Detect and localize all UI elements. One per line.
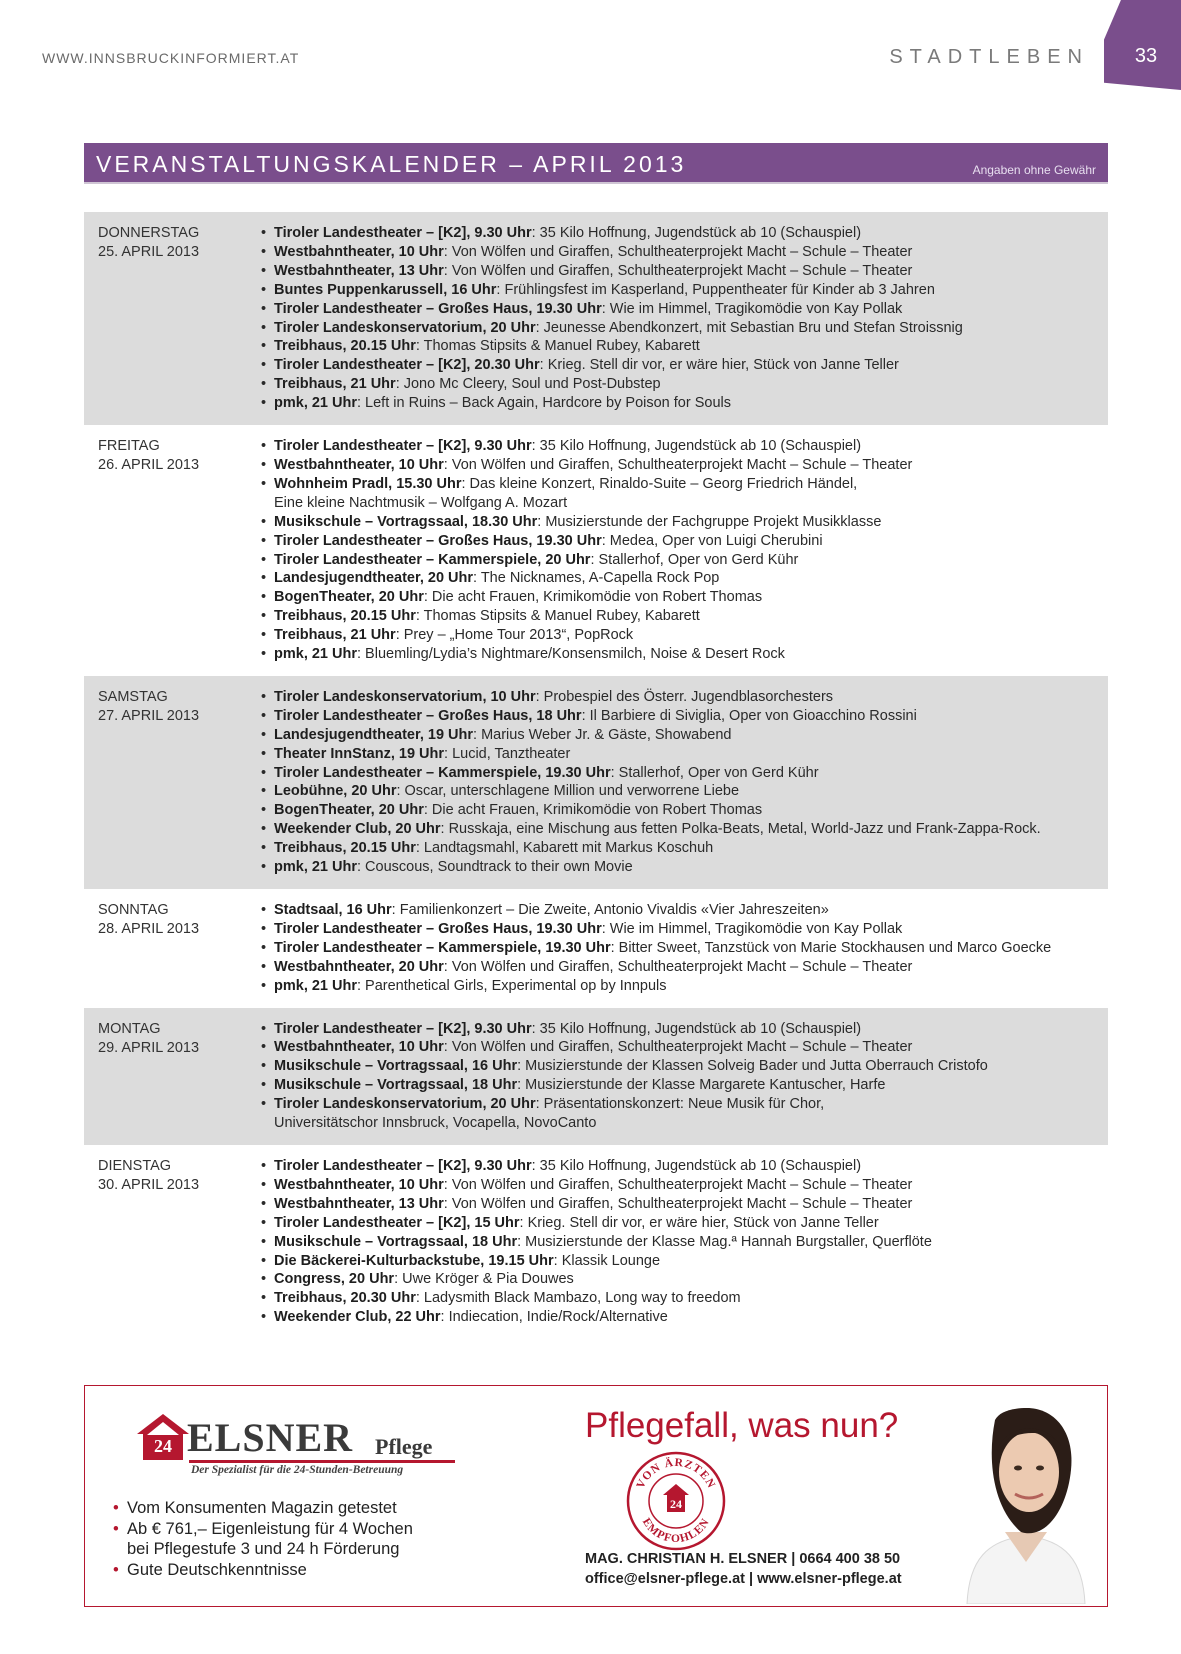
disclaimer-note: Angaben ohne Gewähr [972, 163, 1096, 177]
event-venue-time: Tiroler Landeskonservatorium, 20 Uhr [274, 319, 536, 336]
event-venue-time: Weekender Club, 20 Uhr [274, 821, 441, 838]
event-description: : Musizierstunde der Klasse Margarete Kantuscher, Harfe [517, 1077, 886, 1094]
logo-number: 24 [154, 1436, 172, 1456]
event-venue-time: Musikschule – Vortragssaal, 16 Uhr [274, 1058, 518, 1075]
event-item [261, 456, 1096, 475]
day-weekday: DIENSTAG [98, 1157, 172, 1174]
event-description: : Wie im Himmel, Tragikomödie von Kay Pollak [601, 920, 903, 937]
calendar-day-montag [84, 1008, 1108, 1145]
event-item [261, 1252, 1096, 1271]
event-venue-time: Tiroler Landeskonservatorium, 20 Uhr [274, 1096, 536, 1113]
event-venue-time: Musikschule – Vortragssaal, 18 Uhr [274, 1233, 518, 1250]
event-description: : Left in Ruins – Back Again, Hardcore by Poison for Souls [357, 395, 731, 412]
event-description: : Die acht Frauen, Krimikomödie von Robert Thomas [423, 802, 763, 819]
event-venue-time: Buntes Puppenkarussell, 16 Uhr [274, 281, 497, 298]
event-venue-time: Tiroler Landestheater – [K2], 9.30 Uhr [274, 438, 532, 455]
day-label [98, 688, 261, 877]
ad-bullet-list [113, 1498, 413, 1580]
day-date: 30. APRIL 2013 [98, 1176, 200, 1193]
event-venue-time: Tiroler Landestheater – Kammerspiele, 19.30 Uhr [274, 764, 611, 781]
logo-underline [189, 1460, 455, 1463]
event-venue-time: Tiroler Landestheater – [K2], 9.30 Uhr [274, 225, 532, 241]
event-description: : Thomas Stipsits & Manuel Rubey, Kabarett [415, 608, 700, 625]
event-venue-time: Tiroler Landestheater – [K2], 9.30 Uhr [274, 1157, 532, 1174]
event-venue-time: Weekender Club, 22 Uhr [274, 1309, 441, 1326]
day-date: 28. APRIL 2013 [98, 921, 200, 937]
event-description: : Jono Mc Cleery, Soul und Post-Dubstep [395, 376, 661, 393]
ad-headline: Pflegefall, was nun? [585, 1406, 899, 1445]
logo-tagline: Der Spezialist für die 24-Stunden-Betreuung [191, 1464, 404, 1476]
ad-bullet-text: Gute Deutschkenntnisse [127, 1560, 307, 1579]
event-item [261, 475, 1096, 513]
day-weekday: DONNERSTAG [98, 225, 200, 241]
event-item [261, 224, 1096, 243]
calendar-day-samstag [84, 676, 1108, 889]
event-item [261, 801, 1096, 820]
event-venue-time: Leobühne, 20 Uhr [274, 783, 397, 800]
doctor-recommended-seal-icon [625, 1450, 727, 1552]
day-date: 26. APRIL 2013 [98, 457, 200, 474]
event-description: : 35 Kilo Hoffnung, Jugendstück ab 10 (Schauspiel) [531, 1020, 862, 1037]
event-venue-time: Westbahntheater, 13 Uhr [274, 262, 444, 279]
event-item [261, 901, 1096, 920]
event-description-continued: Eine kleine Nachtmusik – Wolfgang A. Mozart [274, 494, 568, 511]
event-item [261, 707, 1096, 726]
elsner-logo [135, 1408, 455, 1478]
event-description: : Wie im Himmel, Tragikomödie von Kay Pollak [601, 300, 903, 317]
event-item [261, 626, 1096, 645]
event-item [261, 939, 1096, 958]
event-venue-time: Westbahntheater, 10 Uhr [274, 1176, 444, 1193]
event-venue-time: Treibhaus, 21 Uhr [274, 627, 396, 644]
event-venue-time: pmk, 21 Uhr [274, 977, 357, 994]
calendar-day-dienstag [84, 1145, 1108, 1339]
event-venue-time: Tiroler Landestheater – Großes Haus, 19.30 Uhr [274, 920, 602, 937]
event-list [261, 437, 1096, 664]
event-description: : Oscar, unterschlagene Million und verworrene Liebe [396, 783, 740, 800]
event-venue-time: Westbahntheater, 10 Uhr [274, 456, 444, 473]
event-description: : Klassik Lounge [553, 1252, 661, 1269]
event-description: : 35 Kilo Hoffnung, Jugendstück ab 10 (Schauspiel) [531, 225, 862, 241]
ad-bullet-item [113, 1560, 413, 1581]
event-venue-time: pmk, 21 Uhr [274, 395, 357, 412]
ad-bullet-item [113, 1498, 413, 1519]
event-description: : Das kleine Konzert, Rinaldo-Suite – Georg Friedrich Händel, [461, 475, 858, 492]
event-description: : Couscous, Soundtrack to their own Movie [357, 859, 633, 876]
event-description: : Medea, Oper von Luigi Cherubini [601, 532, 823, 549]
event-description: : Il Barbiere di Siviglia, Oper von Gioacchino Rossini [581, 707, 917, 724]
event-description: : Jeunesse Abendkonzert, mit Sebastian Bru und Stefan Stroissnig [535, 319, 963, 336]
event-calendar [84, 212, 1108, 1339]
event-description: : Parenthetical Girls, Experimental op by Innpuls [357, 977, 667, 994]
event-description: : Von Wölfen und Giraffen, Schultheaterprojekt Macht – Schule – Theater [443, 958, 913, 975]
day-weekday: FREITAG [98, 438, 160, 455]
event-item [261, 1233, 1096, 1252]
event-item [261, 607, 1096, 626]
event-item [261, 764, 1096, 783]
event-venue-time: Tiroler Landestheater – [K2], 15 Uhr [274, 1214, 520, 1231]
event-description: : Von Wölfen und Giraffen, Schultheaterprojekt Macht – Schule – Theater [443, 1195, 913, 1212]
contact-name-phone[interactable]: MAG. CHRISTIAN H. ELSNER | 0664 400 38 50 [585, 1551, 901, 1567]
event-item [261, 1176, 1096, 1195]
day-label [98, 1157, 261, 1327]
event-venue-time: Landesjugendtheater, 19 Uhr [274, 726, 474, 743]
event-description: : Präsentationskonzert: Neue Musik für Chor, [535, 1096, 825, 1113]
event-item [261, 437, 1096, 456]
event-description: : Musizierstunde der Fachgruppe Projekt Musikklasse [537, 513, 882, 530]
event-venue-time: Theater InnStanz, 19 Uhr [274, 745, 445, 762]
logo-name: ELSNER [187, 1415, 354, 1460]
event-item [261, 820, 1096, 839]
event-venue-time: Westbahntheater, 10 Uhr [274, 243, 444, 260]
day-label [98, 437, 261, 664]
day-date: 27. APRIL 2013 [98, 707, 200, 724]
event-venue-time: Tiroler Landeskonservatorium, 10 Uhr [274, 688, 536, 705]
event-item [261, 745, 1096, 764]
event-venue-time: Tiroler Landestheater – [K2], 20.30 Uhr [274, 357, 540, 374]
event-venue-time: Tiroler Landestheater – Kammerspiele, 19.30 Uhr [274, 939, 611, 956]
calendar-day-donnerstag [84, 212, 1108, 425]
day-label [98, 1020, 261, 1133]
nurse-photo [947, 1390, 1105, 1604]
event-description: : Lucid, Tanztheater [444, 745, 571, 762]
event-item [261, 1076, 1096, 1095]
event-venue-time: Tiroler Landestheater – [K2], 9.30 Uhr [274, 1020, 532, 1037]
ad-bullet-text-continued: bei Pflegestufe 3 und 24 h Förderung [127, 1540, 400, 1558]
event-item [261, 513, 1096, 532]
event-description: : Frühlingsfest im Kasperland, Puppentheater für Kinder ab 3 Jahren [496, 281, 935, 298]
calendar-day-freitag [84, 425, 1108, 676]
event-venue-time: Westbahntheater, 13 Uhr [274, 1195, 444, 1212]
event-venue-time: Stadtsaal, 16 Uhr [274, 902, 392, 918]
event-item [261, 1308, 1096, 1327]
day-weekday: SAMSTAG [98, 688, 168, 705]
seal-top-text: VON ÄRZTEN [634, 1456, 718, 1491]
event-venue-time: BogenTheater, 20 Uhr [274, 802, 424, 819]
event-venue-time: pmk, 21 Uhr [274, 859, 357, 876]
event-item [261, 588, 1096, 607]
event-item [261, 1057, 1096, 1076]
event-item [261, 375, 1096, 394]
event-description: : Probespiel des Österr. Jugendblasorchesters [535, 688, 834, 705]
event-item [261, 394, 1096, 413]
event-venue-time: Tiroler Landestheater – Großes Haus, 18 Uhr [274, 707, 582, 724]
event-item [261, 958, 1096, 977]
event-description: : Uwe Kröger & Pia Douwes [394, 1271, 574, 1288]
event-item [261, 300, 1096, 319]
day-date: 25. APRIL 2013 [98, 244, 200, 260]
event-venue-time: Musikschule – Vortragssaal, 18 Uhr [274, 1077, 518, 1094]
event-list [261, 901, 1096, 996]
event-item [261, 569, 1096, 588]
event-item [261, 319, 1096, 338]
ad-bullet-text: Ab € 761,– Eigenleistung für 4 Wochen [127, 1519, 413, 1538]
event-item [261, 1214, 1096, 1233]
event-description: : Landtagsmahl, Kabarett mit Markus Koschuh [415, 840, 714, 857]
event-description: : Indiecation, Indie/Rock/Alternative [440, 1309, 668, 1326]
event-description: : Bluemling/Lydia’s Nightmare/Konsensmilch, Noise & Desert Rock [357, 646, 785, 663]
calendar-title-bar [84, 143, 1108, 184]
event-venue-time: Treibhaus, 21 Uhr [274, 376, 396, 393]
site-url[interactable]: WWW.INNSBRUCKINFORMIERT.AT [42, 50, 300, 66]
event-item [261, 356, 1096, 375]
event-item [261, 1020, 1096, 1039]
day-label [98, 224, 261, 413]
event-description: : Thomas Stipsits & Manuel Rubey, Kabarett [415, 338, 700, 355]
event-item [261, 726, 1096, 745]
event-description: : Prey – „Home Tour 2013“, PopRock [395, 627, 634, 644]
event-item [261, 243, 1096, 262]
event-item [261, 262, 1096, 281]
event-venue-time: Treibhaus, 20.30 Uhr [274, 1290, 416, 1307]
event-list [261, 224, 1096, 413]
event-item [261, 1095, 1096, 1133]
seal-bottom-text: EMPFOHLEN [639, 1516, 713, 1546]
page-number: 33 [1134, 45, 1158, 67]
event-description-continued: Universitätschor Innsbruck, Vocapella, NovoCanto [274, 1115, 597, 1132]
event-item [261, 920, 1096, 939]
event-item [261, 1195, 1096, 1214]
event-venue-time: Westbahntheater, 20 Uhr [274, 958, 444, 975]
event-item [261, 281, 1096, 300]
event-description: : The Nicknames, A-Capella Rock Pop [473, 570, 720, 587]
event-item [261, 1157, 1096, 1176]
event-description: : Musizierstunde der Klasse Mag.ª Hannah Burgstaller, Querflöte [517, 1233, 932, 1250]
ad-bullet-text: Vom Konsumenten Magazin getestet [127, 1499, 397, 1517]
day-weekday: MONTAG [98, 1020, 161, 1037]
event-item [261, 1038, 1096, 1057]
event-venue-time: Treibhaus, 20.15 Uhr [274, 608, 416, 625]
event-item [261, 782, 1096, 801]
event-description: : Familienkonzert – Die Zweite, Antonio Vivaldis «Vier Jahreszeiten» [391, 902, 829, 918]
event-venue-time: Westbahntheater, 10 Uhr [274, 1039, 444, 1056]
event-venue-time: Landesjugendtheater, 20 Uhr [274, 570, 474, 587]
event-item [261, 337, 1096, 356]
event-venue-time: Treibhaus, 20.15 Uhr [274, 338, 416, 355]
event-venue-time: BogenTheater, 20 Uhr [274, 589, 424, 606]
event-list [261, 1020, 1096, 1133]
event-description: : Die acht Frauen, Krimikomödie von Robert Thomas [423, 589, 763, 606]
event-item [261, 532, 1096, 551]
event-description: : Von Wölfen und Giraffen, Schultheaterprojekt Macht – Schule – Theater [443, 456, 913, 473]
event-venue-time: Die Bäckerei-Kulturbackstube, 19.15 Uhr [274, 1252, 554, 1269]
event-description: : 35 Kilo Hoffnung, Jugendstück ab 10 (Schauspiel) [531, 1157, 862, 1174]
day-date: 29. APRIL 2013 [98, 1039, 200, 1056]
event-venue-time: Tiroler Landestheater – Großes Haus, 19.30 Uhr [274, 300, 602, 317]
event-description: : Ladysmith Black Mambazo, Long way to freedom [415, 1290, 741, 1307]
calendar-day-sonntag [84, 889, 1108, 1008]
event-description: : Marius Weber Jr. & Gäste, Showabend [473, 726, 732, 743]
event-description: : Bitter Sweet, Tanzstück von Marie Stockhausen und Marco Goecke [610, 939, 1052, 956]
event-venue-time: Musikschule – Vortragssaal, 18.30 Uhr [274, 513, 538, 530]
event-venue-time: pmk, 21 Uhr [274, 646, 357, 663]
event-description: : Von Wölfen und Giraffen, Schultheaterprojekt Macht – Schule – Theater [443, 262, 913, 279]
event-item [261, 1289, 1096, 1308]
contact-email-web[interactable]: office@elsner-pflege.at | www.elsner-pflege.at [585, 1571, 902, 1587]
event-description: : Von Wölfen und Giraffen, Schultheaterprojekt Macht – Schule – Theater [443, 1039, 913, 1056]
day-weekday: SONNTAG [98, 902, 169, 918]
event-item [261, 688, 1096, 707]
elsner-pflege-ad[interactable] [84, 1385, 1108, 1607]
ad-bullet-item [113, 1519, 413, 1560]
event-description: : Russkaja, eine Mischung aus fetten Polka-Beats, Metal, World-Jazz und Frank-Zappa-Rock. [440, 821, 1041, 838]
event-description: : Von Wölfen und Giraffen, Schultheaterprojekt Macht – Schule – Theater [443, 1176, 913, 1193]
event-venue-time: Congress, 20 Uhr [274, 1271, 395, 1288]
event-description: : Krieg. Stell dir vor, er wäre hier, Stück von Janne Teller [519, 1214, 879, 1231]
event-item [261, 551, 1096, 570]
logo-sub: Pflege [375, 1434, 433, 1459]
event-list [261, 1157, 1096, 1327]
event-item [261, 1270, 1096, 1289]
event-description: : Stallerhof, Oper von Gerd Kühr [610, 764, 819, 781]
event-venue-time: Tiroler Landestheater – Kammerspiele, 20 Uhr [274, 551, 591, 568]
event-list [261, 688, 1096, 877]
event-item [261, 645, 1096, 664]
day-label [98, 901, 261, 996]
event-description: : 35 Kilo Hoffnung, Jugendstück ab 10 (Schauspiel) [531, 438, 862, 455]
section-name: STADTLEBEN [889, 46, 1089, 68]
event-venue-time: Tiroler Landestheater – Großes Haus, 19.30 Uhr [274, 532, 602, 549]
event-venue-time: Wohnheim Pradl, 15.30 Uhr [274, 475, 462, 492]
event-description: : Musizierstunde der Klassen Solveig Bader und Jutta Oberrauch Cristofo [517, 1058, 988, 1075]
event-description: : Stallerhof, Oper von Gerd Kühr [590, 551, 799, 568]
event-description: : Von Wölfen und Giraffen, Schultheaterprojekt Macht – Schule – Theater [443, 243, 913, 260]
event-description: : Krieg. Stell dir vor, er wäre hier, Stück von Janne Teller [539, 357, 899, 374]
calendar-title: VERANSTALTUNGSKALENDER – APRIL 2013 [96, 151, 687, 177]
event-venue-time: Treibhaus, 20.15 Uhr [274, 840, 416, 857]
seal-number: 24 [670, 1497, 682, 1511]
event-item [261, 839, 1096, 858]
event-item [261, 858, 1096, 877]
event-item [261, 977, 1096, 996]
